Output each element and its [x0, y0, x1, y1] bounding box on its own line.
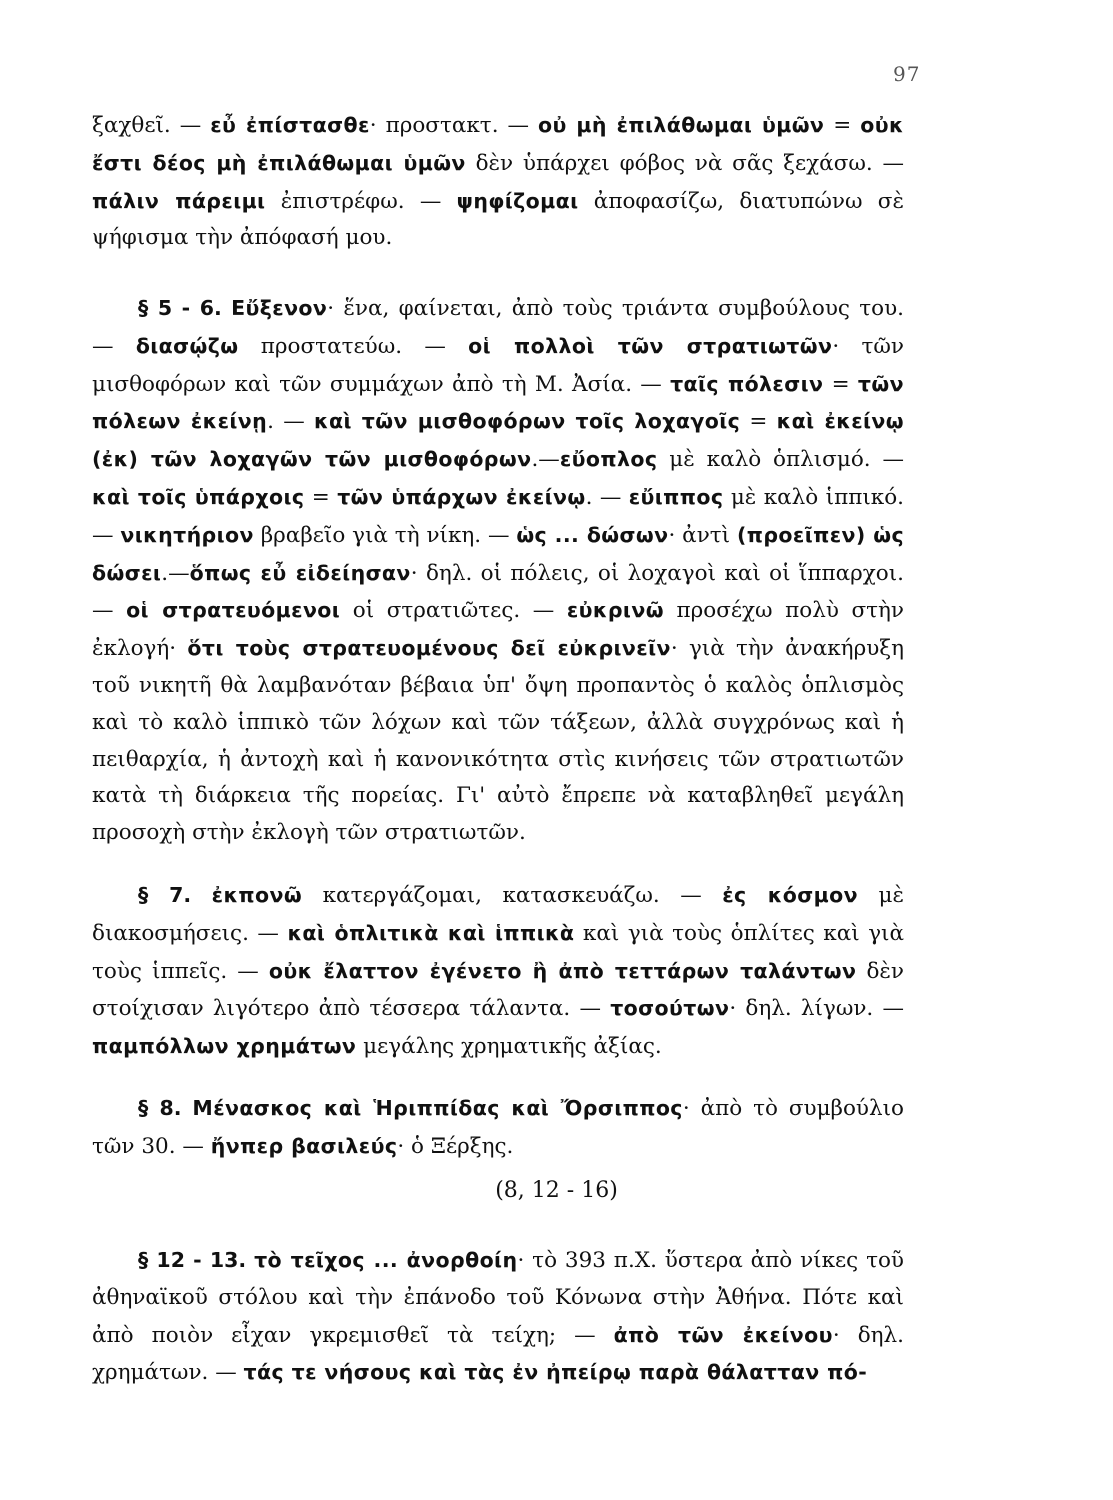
lemma: οὐκ ἔλαττον ἐγένετο ἢ ἀπὸ τεττάρων ταλάντων: [268, 958, 857, 983]
gloss-text: ξαχθεῖ. —: [92, 113, 211, 138]
lemma: ἐς κόσμον: [722, 883, 858, 907]
lemma: (προεῖπεν) ὡς δώσει: [92, 522, 904, 585]
gloss-text: · προστακτ. —: [369, 113, 538, 138]
lemma: ὅπως εὖ εἰδείησαν: [189, 560, 411, 585]
lemma: διασῴζω: [135, 333, 239, 358]
paragraph-section-8: [92, 1090, 904, 1166]
gloss-text: .—: [531, 447, 560, 473]
gloss-text: · ἕνα, φαίνεται, ἀπὸ τοὺς τριάντα συμβούλους του. —: [92, 296, 904, 359]
gloss-text: προσέχω πολὺ στὴν ἐκλογή·: [92, 598, 904, 662]
gloss-text: δὲν ὑπάρχει φόβος νὰ σᾶς ξεχάσω. —: [465, 150, 905, 176]
lemma: οὐκ ἔστι δέος μὴ ἐπιλάθωμαι ὑμῶν: [92, 113, 904, 175]
gloss-text: καὶ γιὰ τοὺς ὁπλίτες καὶ γιὰ τοὺς ἱππεῖς. —: [92, 920, 905, 984]
gloss-text: =: [823, 371, 858, 397]
gloss-text: κατεργάζομαι, κατασκευάζω. —: [302, 883, 723, 908]
section-ref: § 12 - 13.: [138, 1248, 247, 1272]
lemma: καὶ ἐκείνῳ (ἐκ) τῶν λοχαγῶν τῶν μισθοφόρων: [92, 409, 904, 472]
lemma: Μένασκος καὶ Ἡριππίδας καὶ Ὄρσιππος: [192, 1096, 683, 1120]
gloss-text: δὲν στοίχισαν λιγότερο ἀπὸ τέσσερα τάλαντα. —: [92, 958, 904, 1022]
lemma: Εὔξενον: [231, 296, 328, 320]
lemma: ἤνπερ βασιλεύς: [210, 1133, 398, 1158]
lemma: οὐ μὴ ἐπιλάθωμαι ὑμῶν: [538, 113, 825, 137]
gloss-text: · ὁ Ξέρξης.: [397, 1133, 514, 1159]
gloss-text: =: [824, 113, 861, 138]
lemma: τῶν ὑπάρχων ἐκείνῳ: [337, 484, 586, 509]
lemma: τὸ τεῖχος ... ἀνορθοίη: [254, 1248, 518, 1272]
lemma: ἀπὸ τῶν ἐκείνου: [613, 1322, 833, 1347]
gloss-text: · τὸ 393 π.Χ. ὕστερα ἀπὸ νίκες τοῦ ἀθηναϊκοῦ στόλου καὶ τὴν ἐπάνοδο τοῦ Κόνωνα στὴν Ἀθήνα. Πότε καὶ ἀπὸ ποιὸν εἶχαν γκρεμισθεῖ τὰ τείχη; —: [92, 1248, 904, 1348]
gloss-text: · ἀντὶ: [668, 522, 737, 548]
gloss-text: μὲ καλὸ ὁπλισμό. —: [657, 447, 904, 473]
gloss-text: προστατεύω. —: [238, 333, 469, 359]
gloss-text: · γιὰ τὴν ἀνακήρυξη τοῦ νικητῆ θὰ λαμβανόταν βέβαια ὑπ' ὄψη προπαντὸς ὁ καλὸς ὁπλισμὸς καὶ τὸ καλὸ ἱππικὸ τῶν λόχων καὶ τῶν τάξεων, ἀλλὰ συγχρόνως καὶ ἡ πειθαρχία, ἡ ἀντοχὴ καὶ ἡ κανονικότητα στὶς κινήσεις τῶν στρατιωτῶν κατὰ τὴ διάρκεια τῆς πορείας. Γι' αὐτὸ ἔπρεπε νὰ καταβληθεῖ μεγάλη προσοχὴ στὴν ἐκλογὴ τῶν στρατιωτῶν.: [92, 636, 904, 846]
gloss-text: ἀποφασίζω, διατυπώνω σὲ ψήφισμα τὴν ἀπόφασή μου.: [92, 188, 904, 251]
paragraph-section-5-6: [92, 290, 904, 852]
lemma: τῶν πόλεων ἐκείνῃ: [92, 371, 904, 434]
lemma: παμπόλλων χρημάτων: [92, 1034, 357, 1059]
section-ref: § 7.: [138, 883, 192, 907]
lemma: εὔιππος: [628, 484, 724, 509]
section-ref: § 5 - 6.: [138, 296, 222, 320]
lemma: οἱ στρατευόμενοι: [126, 598, 341, 623]
lemma: ὅτι τοὺς στρατευομένους δεῖ εὐκρινεῖν: [187, 636, 671, 661]
paragraph-section-12-13: [92, 1242, 904, 1392]
lemma: τάς τε νήσους καὶ τὰς ἐν ἠπείρῳ παρὰ θάλατταν πό-: [243, 1360, 868, 1385]
lemma: καὶ ὁπλιτικὰ καὶ ἱππικὰ: [287, 920, 575, 945]
section-ref: § 8.: [138, 1096, 182, 1120]
lemma: ταῖς πόλεσιν: [670, 371, 824, 396]
gloss-text: μεγάλης χρηματικῆς ἀξίας.: [356, 1034, 662, 1060]
gloss-text: οἱ στρατιῶτες. —: [340, 598, 567, 624]
lemma: ψηφίζομαι: [456, 188, 579, 213]
gloss-text: μὲ καλὸ ἱππικό. —: [92, 484, 904, 548]
gloss-text: .—: [161, 560, 190, 586]
gloss-text: . —: [585, 484, 629, 510]
lemma: καὶ τοῖς ὑπάρχοις: [92, 484, 305, 509]
section-range-heading: (8, 12 - 16): [495, 1178, 618, 1203]
lemma: τοσούτων: [610, 996, 730, 1021]
paragraph-section-7: [92, 877, 904, 1066]
gloss-text: μὲ διακοσμήσεις. —: [92, 883, 904, 946]
lemma: εὖ ἐπίστασθε: [210, 113, 370, 137]
gloss-text: · δηλ. χρημάτων. —: [92, 1322, 904, 1386]
page-number: 97: [893, 62, 921, 86]
gloss-text: =: [740, 409, 777, 435]
lemma: ὡς ... δώσων: [516, 522, 669, 547]
gloss-text: ἐπιστρέφω. —: [265, 188, 457, 214]
gloss-text: · τῶν μισθοφόρων καὶ τῶν συμμάχων ἀπὸ τὴ Μ. Ἀσία. —: [92, 333, 905, 397]
lemma: οἱ πολλοὶ τῶν στρατιωτῶν: [468, 333, 833, 358]
lemma: πάλιν πάρειμι: [92, 188, 266, 213]
gloss-text: . —: [267, 409, 314, 435]
gloss-text: · δηλ. λίγων. —: [729, 996, 904, 1022]
gloss-text: · ἀπὸ τὸ συμβούλιο τῶν 30. —: [92, 1096, 904, 1159]
paragraph-glossary-end: [92, 107, 904, 257]
gloss-text: βραβεῖο γιὰ τὴ νίκη. —: [253, 522, 517, 548]
lemma: νικητήριον: [120, 522, 254, 547]
lemma: ἐκπονῶ: [211, 883, 303, 907]
lemma: καὶ τῶν μισθοφόρων τοῖς λοχαγοῖς: [314, 409, 741, 434]
gloss-text: · δηλ. οἱ πόλεις, οἱ λοχαγοὶ καὶ οἱ ἵππαρχοι. —: [92, 560, 904, 624]
gloss-text: =: [304, 484, 338, 510]
lemma: εὔοπλος: [559, 447, 658, 472]
lemma: εὐκρινῶ: [566, 598, 664, 623]
